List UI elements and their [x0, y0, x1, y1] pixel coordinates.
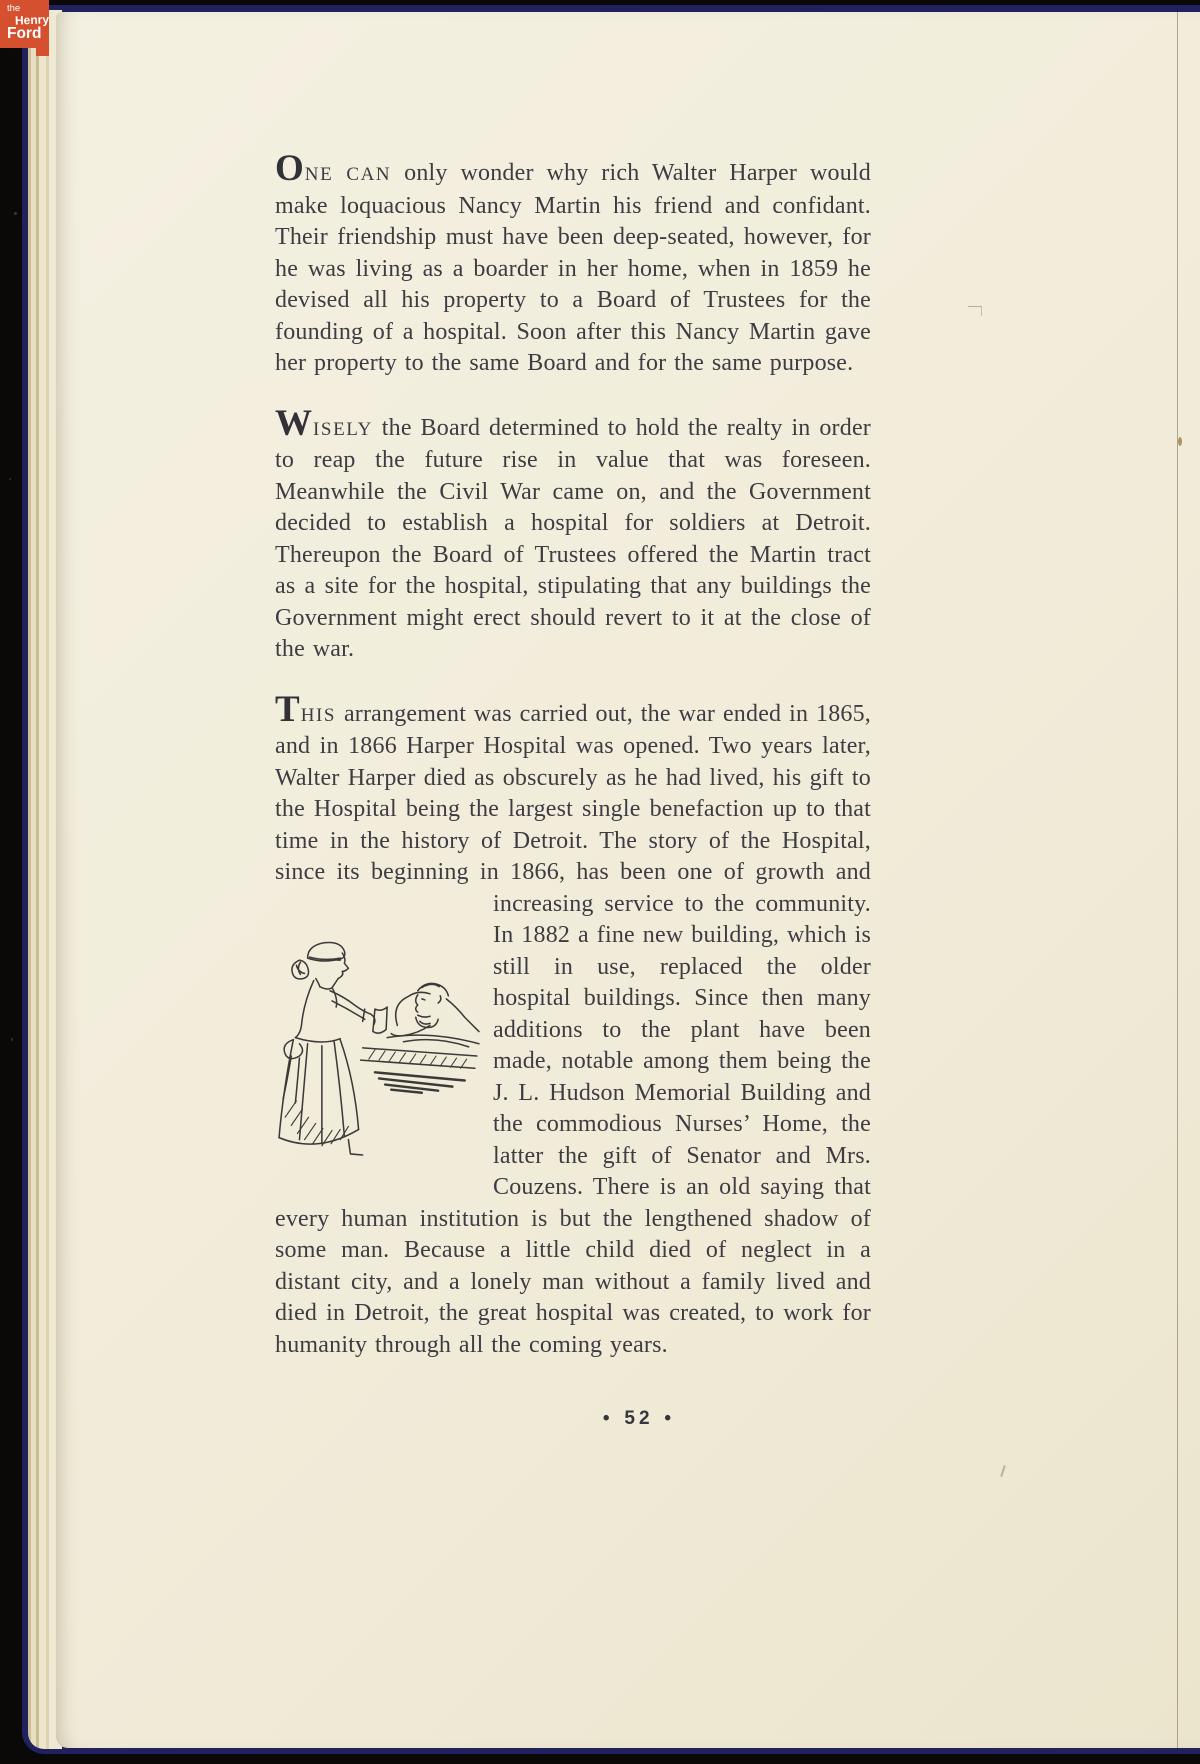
logo-the: the	[7, 3, 21, 14]
page-crease-line	[1177, 12, 1178, 1748]
paragraph-text: the Board determined to hold the realty in order to reap the future rise in value that was foreseen. Meanwhile the Civil War came on, and the Government decided to establish a hospital for soldiers at Detroit. Thereupon the Board of Trustees offered the Martin tract as a site for the hospital, stipulating that any buildings the Government might erect should revert to it at the close of the war.	[275, 414, 871, 662]
henry-ford-logo	[0, 0, 49, 48]
book-page	[56, 12, 1200, 1748]
dust-speck	[9, 478, 11, 480]
paragraph-text-after-illustration: to the community. In 1882 a fine new building, which is still in use, replaced the older hospital buildings. Since then many additions to the plant have been made, notable among them being the J. L. Hudson Memorial Building and the commodious Nurses’ Home, the latter the gift of Senator and Mrs. Couzens. There is an old saying that every human institution is but the lengthened shadow of some man. Because a little child died of neglect in a distant city, and a lonely man without a family lived and died in Detroit, the great hospital was created, to work for humanity through all the coming years.	[275, 890, 871, 1358]
pencil-mark	[1000, 1465, 1006, 1477]
page-number: • 52 •	[602, 1408, 676, 1429]
paragraph-text: arrangement was carried out, the war ended in 1865, and in 1866 Harper Hospital was opened. Two years later, Walter Harper died as obscurely as he had lived, his gift to the Hospital being the largest single benefaction up to that time in the history of Detroit. The story of the Hospital, since its beginning in 1866, has been one of growth and increasing service	[275, 700, 871, 917]
text-column	[275, 148, 871, 1435]
paragraph-wisely	[275, 402, 871, 666]
henry-ford-logo-tab	[36, 48, 49, 56]
logo-henry: Henry	[14, 12, 50, 28]
small-caps-lead: ISELY	[313, 418, 373, 440]
paper-speck	[1178, 437, 1182, 446]
paragraph-text: only wonder why rich Walter Harper would make loquacious Nancy Martin his friend and confidant. Their friendship must have been deep-seated, however, for he was living as a boarder in her home, when in 1859 he devised all his property to a Board of Trustees for the founding of a hospital. Soon after this Nancy Martin gave her property to the same Board and for the same purpose.	[275, 160, 871, 376]
small-caps-lead: HIS	[300, 704, 337, 726]
dust-speck	[531, 1751, 534, 1753]
logo-ford: Ford	[7, 25, 42, 42]
paragraph-this	[275, 688, 871, 1362]
drop-cap-t: T	[275, 688, 301, 730]
drop-cap-o: O	[275, 148, 305, 189]
drop-cap-w: W	[275, 402, 313, 444]
illustration-nurse-and-patient	[275, 889, 493, 1204]
dust-speck	[14, 212, 17, 215]
paragraph-one-can	[275, 148, 871, 380]
dust-speck	[11, 1038, 13, 1041]
pencil-mark	[968, 306, 982, 316]
small-caps-lead: NE CAN	[304, 164, 392, 185]
